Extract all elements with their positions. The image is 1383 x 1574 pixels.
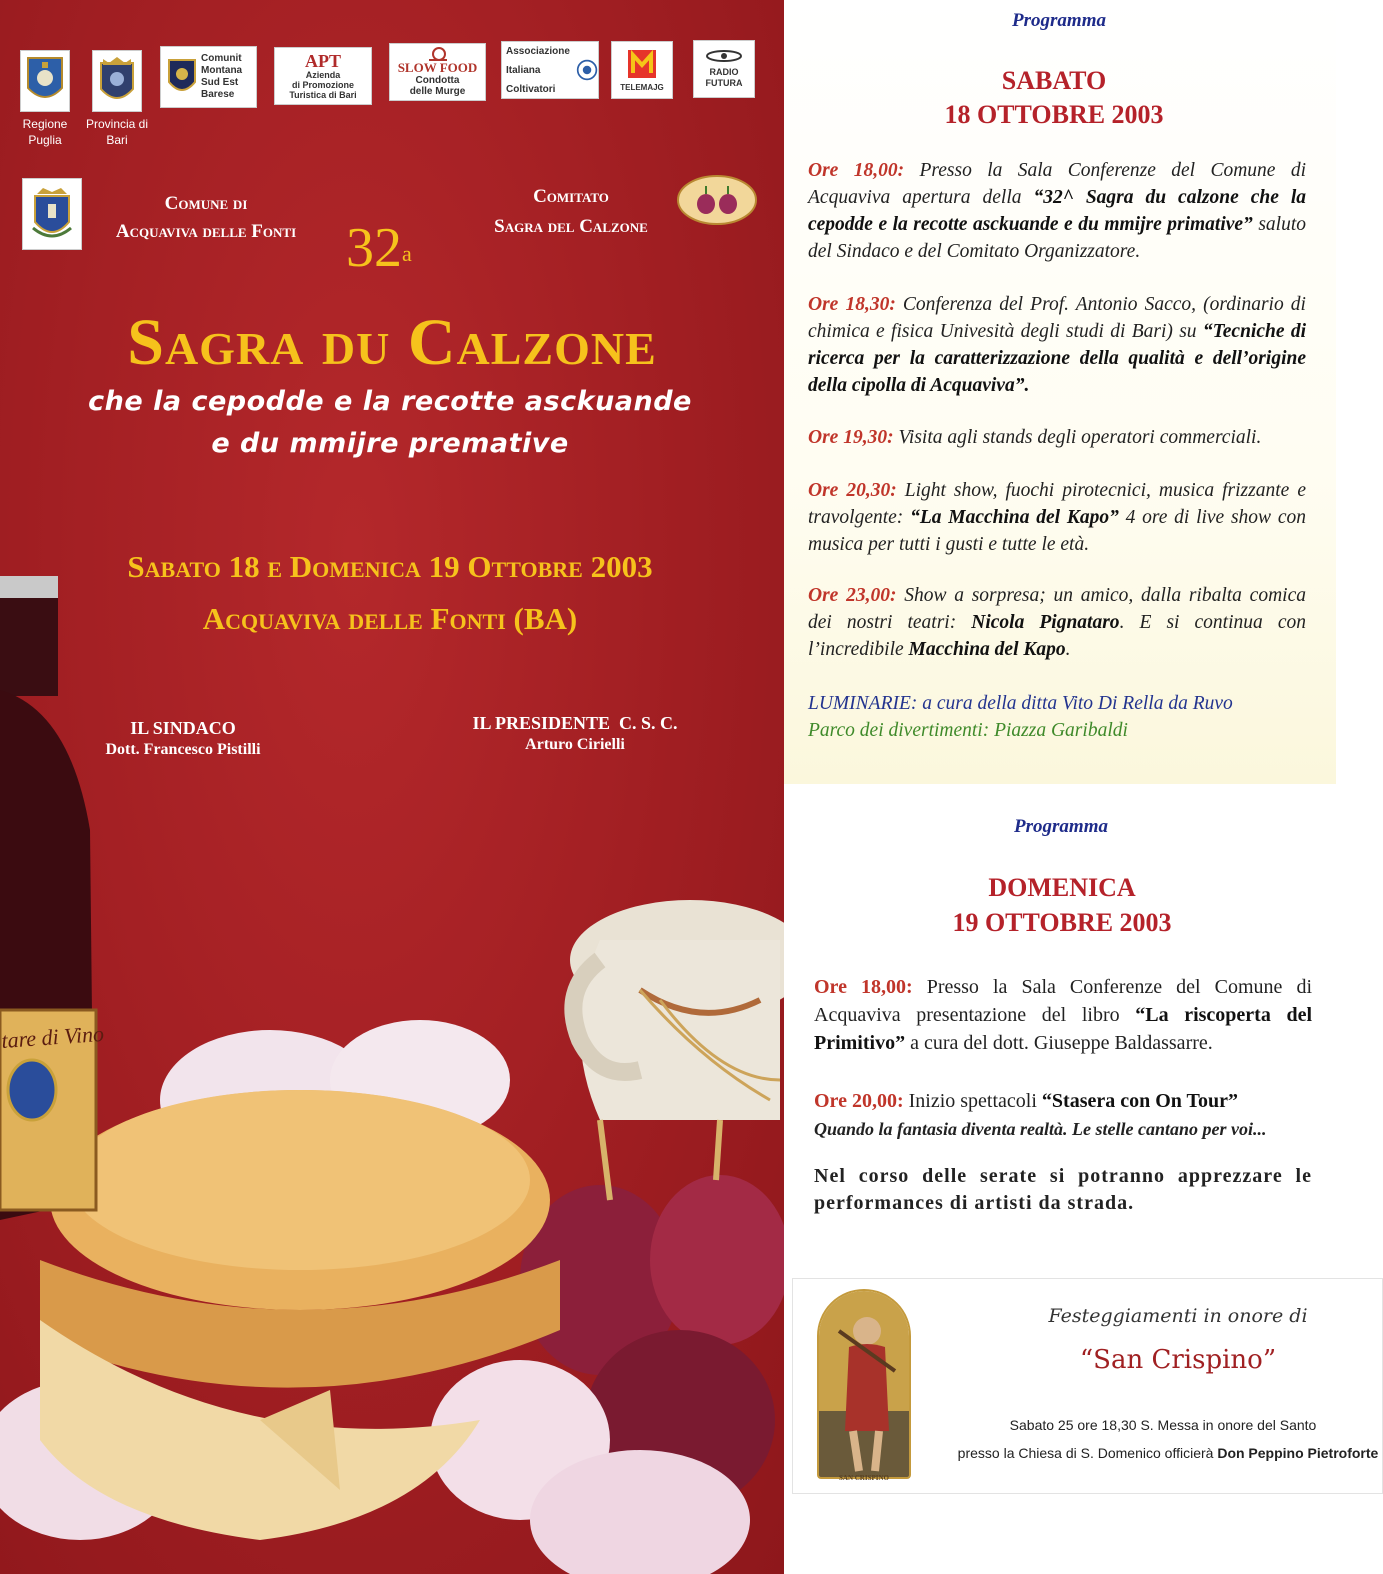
- edition-suffix: a: [402, 241, 412, 266]
- poster-dates: Sabato 18 e Domenica 19 Ottobre 2003: [127, 549, 653, 584]
- saturday-entry: [808, 582, 1306, 663]
- comitato-heading: [466, 182, 676, 242]
- comunita-line: Barese: [201, 89, 235, 100]
- entry-time: Ore 18,30:: [808, 294, 896, 315]
- sindaco-name: Dott. Francesco Pistilli: [105, 741, 261, 758]
- radio-futura-logo: [693, 40, 755, 98]
- coltivatori-logo: [501, 41, 599, 99]
- slow-food-logo: [389, 43, 486, 101]
- entry-event-title: “32^ Sagra du calzone che la cepodde e la recotte asckuande e du mmijre primative”: [808, 187, 1307, 235]
- church-line: [953, 1445, 1383, 1461]
- entry-time: Ore 18,00:: [808, 160, 905, 181]
- luminarie-note: LUMINARIE: a cura della ditta Vito Di Rella da Ruvo: [808, 693, 1233, 714]
- mass-line: Sabato 25 ore 18,30 S. Messa in onore del Santo: [1009, 1417, 1317, 1433]
- sindaco-title: IL SINDACO: [130, 718, 236, 738]
- comitato-line-1: Comitato: [533, 186, 609, 207]
- apt-logo: [274, 47, 372, 105]
- officiant-name: Don Peppino Pietroforte: [1217, 1445, 1379, 1461]
- sindaco-signature: [70, 717, 296, 761]
- entry-event-title: Nicola Pignataro: [971, 612, 1120, 633]
- saturday-date: 18 OTTOBRE 2003: [944, 100, 1164, 129]
- entry-text: Presso la Sala Conferenze del Comune di Acquaviva presentazione del libro: [814, 976, 1312, 1026]
- saturday-day: SABATO: [1001, 66, 1107, 95]
- comunita-montana-logo: [160, 46, 257, 108]
- parco-note: Parco dei divertimenti: Piazza Garibaldi: [808, 720, 1128, 741]
- regione-caption: Regione Puglia: [22, 117, 68, 147]
- saint-name: “San Crispino”: [1079, 1345, 1277, 1375]
- comune-line-2: Acquaviva delle Fonti: [115, 221, 297, 242]
- poster-subtitle-line-1: che la cepodde e la recotte asckuande: [88, 386, 692, 417]
- entry-text: saluto del Sindaco e del Comitato Organizzatore.: [808, 214, 1306, 262]
- apt-line: Turistica di Bari: [289, 90, 357, 100]
- coltivatori-emblem-icon: [576, 57, 598, 83]
- sunday-programme: [784, 796, 1383, 1276]
- snail-icon: [427, 47, 449, 61]
- telemajg-logo: [611, 41, 673, 99]
- entry-text: 4 ore di live show con musica per tutti i gusti e tutte le età.: [808, 507, 1306, 555]
- entry-text: Presso la Sala Conferenze del Comune di Acquaviva apertura della: [808, 160, 1306, 208]
- entry-text: . E si continua con l’incredibile: [808, 612, 1306, 660]
- entry-text: .: [1065, 639, 1071, 660]
- saturday-programme-heading: Programma: [1012, 10, 1106, 31]
- wine-bottle-illustration: [0, 576, 96, 1220]
- sunday-programme-heading: Programma: [1014, 816, 1108, 837]
- entry-event-title: “Tecniche di ricerca per la caratterizzazione della qualità e dell’origine della cipolla di Acquaviva”.: [808, 321, 1306, 396]
- coltivatori-line: Associazione: [506, 45, 570, 57]
- church-text: presso la Chiesa di S. Domenico officierà: [957, 1445, 1218, 1461]
- festeggiamenti-title: Festeggiamenti in onore di: [1048, 1305, 1308, 1327]
- edition-digits: 32: [346, 217, 402, 279]
- entry-time: Ore 18,00:: [814, 976, 913, 998]
- entry-time: Ore 20,30:: [808, 480, 897, 501]
- telemajg-mark-icon: [627, 49, 657, 79]
- regione-puglia-logo: [20, 50, 70, 112]
- entry-text: a cura del dott. Giuseppe Baldassarre.: [905, 1032, 1213, 1054]
- presidente-signature: [440, 712, 710, 756]
- acquaviva-crest-box: [22, 178, 82, 250]
- presidente-title: IL PRESIDENTE C. S. C.: [472, 713, 678, 733]
- entry-time: Ore 23,00:: [808, 585, 897, 606]
- entry-event-title: “La riscoperta del Primitivo”: [814, 1004, 1313, 1054]
- edition-number: [346, 218, 412, 278]
- provincia-caption: Provincia di Bari: [85, 117, 149, 147]
- slow-food-line: delle Murge: [409, 86, 466, 97]
- saint-image: [817, 1289, 911, 1479]
- entry-event-title: “La Macchina del Kapo”: [910, 507, 1119, 528]
- coltivatori-line: Coltivatori: [506, 83, 556, 95]
- apt-line: Azienda: [305, 70, 341, 80]
- sunday-entry: [814, 973, 1312, 1057]
- saturday-entry: [808, 424, 1306, 451]
- comunita-line: Comunit: [201, 53, 242, 64]
- regione-crest-icon: [26, 56, 64, 106]
- comunita-line: Sud Est: [201, 77, 239, 88]
- sunday-day: DOMENICA: [988, 873, 1136, 902]
- apt-mark: APT: [305, 51, 341, 71]
- entry-time: Ore 20,00:: [814, 1090, 904, 1112]
- saturday-entry: [808, 477, 1306, 558]
- radio-line: RADIO: [709, 67, 739, 77]
- telemajg-label: TELEMAJG: [620, 82, 664, 92]
- entry-tagline: Quando la fantasia diventa realtà. Le stelle cantano per voi...: [814, 1119, 1267, 1139]
- entry-event-title: Macchina del Kapo: [908, 639, 1066, 660]
- provincia-crest-icon: [97, 55, 137, 107]
- comunita-line: Montana: [201, 65, 243, 76]
- saturday-programme: [784, 0, 1336, 784]
- entry-text: Light show, fuochi pirotecnici, musica frizzante e travolgente:: [808, 480, 1306, 528]
- poster-subtitle-line-2: e du mmijre premative: [211, 428, 569, 459]
- slow-food-name: SLOW FOOD: [397, 60, 478, 75]
- sunday-entry: [814, 1087, 1312, 1143]
- comitato-emblem-icon: [676, 174, 758, 226]
- saturday-entry: [808, 157, 1306, 265]
- acquaviva-crest-icon: [29, 184, 75, 244]
- comune-line-1: Comune di: [164, 193, 248, 214]
- saint-caption: SAN CRISPINO: [839, 1474, 889, 1482]
- sunday-date: 19 OTTOBRE 2003: [952, 908, 1172, 937]
- presidente-name: Arturo Cirielli: [525, 736, 625, 753]
- entry-text: Conferenza del Prof. Antonio Sacco, (ordinario di chimica e fisica Univesità degli studi di Bari) su: [808, 294, 1306, 342]
- entry-text: Inizio spettacoli: [903, 1090, 1042, 1112]
- comune-heading: [84, 190, 328, 246]
- comunita-crest-icon: [167, 56, 197, 98]
- san-crispino-notice: [792, 1278, 1383, 1494]
- entry-text: Visita agli stands degli operatori commerciali.: [893, 427, 1262, 448]
- radio-line: FUTURA: [705, 78, 743, 88]
- comitato-line-2: Sagra del Calzone: [494, 216, 648, 237]
- jug-illustration: [570, 900, 784, 1120]
- saturday-entry: [808, 291, 1306, 399]
- coltivatori-line: Italiana: [506, 64, 541, 76]
- entry-event-title: “Stasera con On Tour”: [1041, 1090, 1239, 1112]
- poster-location: Acquaviva delle Fonti (BA): [202, 601, 578, 636]
- sunday-note: Nel corso delle serate si potranno apprezzare le performances di artisti da strada.: [814, 1165, 1312, 1214]
- slow-food-line: Condotta: [415, 75, 460, 86]
- entry-time: Ore 19,30:: [808, 427, 894, 448]
- provincia-bari-logo: [92, 50, 142, 112]
- bottle-label-text: tare di Vino: [0, 1020, 105, 1053]
- radio-emblem-icon: [705, 49, 743, 63]
- poster-title: Sagra du Calzone: [127, 306, 657, 379]
- apt-line: di Promozione: [291, 80, 354, 90]
- entry-text: Show a sorpresa; un amico, dalla ribalta comica dei nostri teatri:: [808, 585, 1306, 633]
